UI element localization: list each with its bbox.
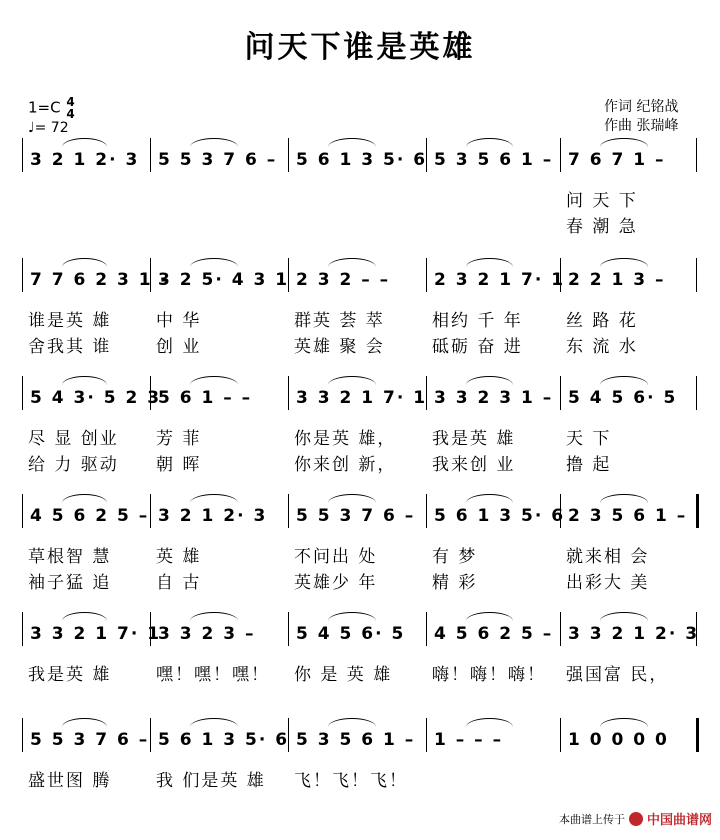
measure: 3 3 2 1 2· 3 xyxy=(568,624,700,644)
lyric-verse-2: 你来创 新， xyxy=(294,455,397,475)
lyric-verse-1: 我 们是英 雄 xyxy=(156,771,266,791)
notes-line xyxy=(0,506,720,530)
measure: 3 3 2 3 1 – xyxy=(434,388,554,408)
bar-line xyxy=(22,718,23,752)
lyric-verse-2: 袖子猛 追 xyxy=(28,573,112,593)
lyric-verse-1: 我是英 雄 xyxy=(28,665,112,685)
measure: 5 6 1 – – xyxy=(158,388,253,408)
lyric-verse-1: 问 天 下 xyxy=(566,191,638,211)
lyric-verse-2: 英雄少 年 xyxy=(294,573,378,593)
lyric-verse-2: 我来创 业 xyxy=(432,455,516,475)
lyric-verse-2: 砥砺 奋 进 xyxy=(432,337,523,357)
measure: 1 – – – xyxy=(434,730,504,750)
site-name: 中国曲谱网 xyxy=(646,813,712,828)
slur-mark xyxy=(466,138,513,147)
lyric-verse-1: 你 是 英 雄 xyxy=(294,665,393,685)
measure: 2 3 2 – – xyxy=(296,270,391,290)
bar-line xyxy=(696,258,697,292)
measure: 2 3 2 1 7· 1 xyxy=(434,270,566,290)
measure: 1 0 0 0 0 xyxy=(568,730,669,750)
lyric-verse-2: 精 彩 xyxy=(432,573,478,593)
lyric-verse-1: 我是英 雄 xyxy=(432,429,516,449)
uploaded-text: 本曲谱上传于 xyxy=(558,812,625,826)
bar-line xyxy=(150,494,151,528)
bar-line xyxy=(696,376,697,410)
measure: 7 7 6 2 3 1 – xyxy=(30,270,171,290)
bar-line xyxy=(560,376,561,410)
score-row xyxy=(0,388,720,498)
lyric-verse-1: 相约 千 年 xyxy=(432,311,523,331)
bar-line xyxy=(22,494,23,528)
lyric-verse-2: 出彩大 美 xyxy=(566,573,650,593)
notes-line xyxy=(0,388,720,412)
lyric-verse-1: 群英 荟 萃 xyxy=(294,311,385,331)
lyric-verse-1: 谁是英 雄 xyxy=(28,311,112,331)
credits xyxy=(604,98,678,136)
measure: 3 3 2 3 – xyxy=(158,624,256,644)
bar-line xyxy=(288,612,289,646)
song-title: 问天下谁是英雄 xyxy=(244,30,476,65)
lyric-verse-2: 自 古 xyxy=(156,573,202,593)
bar-line xyxy=(288,138,289,172)
lyric-verse-1: 飞！飞！飞！ xyxy=(294,771,408,791)
lyric-verse-2: 给 力 驱动 xyxy=(28,455,119,475)
measure: 3 3 2 1 7· 1 xyxy=(30,624,162,644)
lyric-verse-1: 芳 菲 xyxy=(156,429,202,449)
slur-mark xyxy=(190,138,238,147)
bar-line xyxy=(22,138,23,172)
measure: 5 3 5 6 1 – xyxy=(434,150,554,170)
notes-line xyxy=(0,150,720,174)
lyricist-credit: 作词 纪铭战 xyxy=(604,99,679,115)
measure: 5 5 3 7 6 – xyxy=(158,150,278,170)
lyric-verse-2: 舍我其 谁 xyxy=(28,337,112,357)
notes-line xyxy=(0,730,720,754)
bar-line xyxy=(426,718,427,752)
bar-line xyxy=(150,718,151,752)
bar-line xyxy=(22,612,23,646)
measure: 5 4 5 6· 5 xyxy=(568,388,678,408)
measure: 4 5 6 2 5 – xyxy=(434,624,554,644)
tempo-marking: ♩= 72 xyxy=(28,120,69,136)
time-unit: 4 xyxy=(66,107,75,121)
bar-line xyxy=(696,718,699,752)
lyric-verse-1: 天 下 xyxy=(566,429,612,449)
lyric-verse-2: 创 业 xyxy=(156,337,202,357)
slur-mark xyxy=(600,138,648,147)
measure: 5 4 5 6· 5 xyxy=(296,624,406,644)
lyric-verse-1: 英 雄 xyxy=(156,547,202,567)
measure: 7 6 7 1 – xyxy=(568,150,666,170)
lyric-verse-1: 强国富 民， xyxy=(566,665,669,685)
measure: 3 2 1 2· 3 xyxy=(30,150,140,170)
lyric-verse-2: 英雄 聚 会 xyxy=(294,337,385,357)
bar-line xyxy=(560,612,561,646)
bar-line xyxy=(22,376,23,410)
lyric-verse-2: 春 潮 急 xyxy=(566,217,638,237)
measure: 5 5 3 7 6 – xyxy=(296,506,416,526)
lyric-verse-1: 草根智 慧 xyxy=(28,547,112,567)
slur-mark xyxy=(328,138,376,147)
measure: 3 3 2 1 7· 1 xyxy=(296,388,428,408)
measure: 3 2 5· 4 3 1 xyxy=(158,270,290,290)
lyric-verse-2: 东 流 水 xyxy=(566,337,638,357)
lyric-verse-1: 就来相 会 xyxy=(566,547,650,567)
measure: 5 6 1 3 5· 6 xyxy=(296,150,428,170)
bar-line xyxy=(288,376,289,410)
measure: 3 2 1 2· 3 xyxy=(158,506,268,526)
bar-line xyxy=(426,494,427,528)
bar-line xyxy=(560,718,561,752)
bar-line xyxy=(288,494,289,528)
measure: 2 3 5 6 1 – xyxy=(568,506,688,526)
lyric-verse-1: 嗨！嗨！嗨！ xyxy=(432,665,546,685)
lyric-verse-2: 撸 起 xyxy=(566,455,612,475)
measure: 5 4 3· 5 2 3 xyxy=(30,388,162,408)
notes-line xyxy=(0,624,720,648)
measure: 5 6 1 3 5· 6 xyxy=(434,506,566,526)
lyric-verse-2: 朝 晖 xyxy=(156,455,202,475)
bar-line xyxy=(426,258,427,292)
slur-mark xyxy=(62,138,107,147)
key-signature xyxy=(28,96,75,120)
bar-line xyxy=(696,494,699,528)
bar-line xyxy=(426,612,427,646)
time-beats: 4 xyxy=(66,95,75,109)
lyric-verse-1: 嘿！嘿！嘿！ xyxy=(156,665,270,685)
lyric-verse-1: 中 华 xyxy=(156,311,202,331)
bar-line xyxy=(560,138,561,172)
composer-credit: 作曲 张瑞峰 xyxy=(604,118,679,134)
measure: 5 5 3 7 6 – xyxy=(30,730,150,750)
footer xyxy=(559,809,712,828)
lyric-verse-1: 尽 显 创业 xyxy=(28,429,119,449)
score-row xyxy=(0,506,720,616)
measure: 5 3 5 6 1 – xyxy=(296,730,416,750)
score-row xyxy=(0,150,720,260)
lyric-verse-1: 盛世图 腾 xyxy=(28,771,112,791)
measure: 2 2 1 3 – xyxy=(568,270,666,290)
lyric-verse-1: 丝 路 花 xyxy=(566,311,638,331)
bar-line xyxy=(696,138,697,172)
site-logo-icon xyxy=(629,812,643,826)
lyric-verse-1: 有 梦 xyxy=(432,547,478,567)
score-row xyxy=(0,624,720,734)
lyric-verse-1: 你是英 雄， xyxy=(294,429,397,449)
measure: 5 6 1 3 5· 6 xyxy=(158,730,290,750)
score-row xyxy=(0,270,720,380)
lyric-verse-1: 不问出 处 xyxy=(294,547,378,567)
time-signature xyxy=(66,96,74,120)
key-label: 1=C xyxy=(28,98,61,117)
bar-line xyxy=(150,138,151,172)
notes-line xyxy=(0,270,720,294)
measure: 4 5 6 2 5 – xyxy=(30,506,150,526)
bar-line xyxy=(22,258,23,292)
